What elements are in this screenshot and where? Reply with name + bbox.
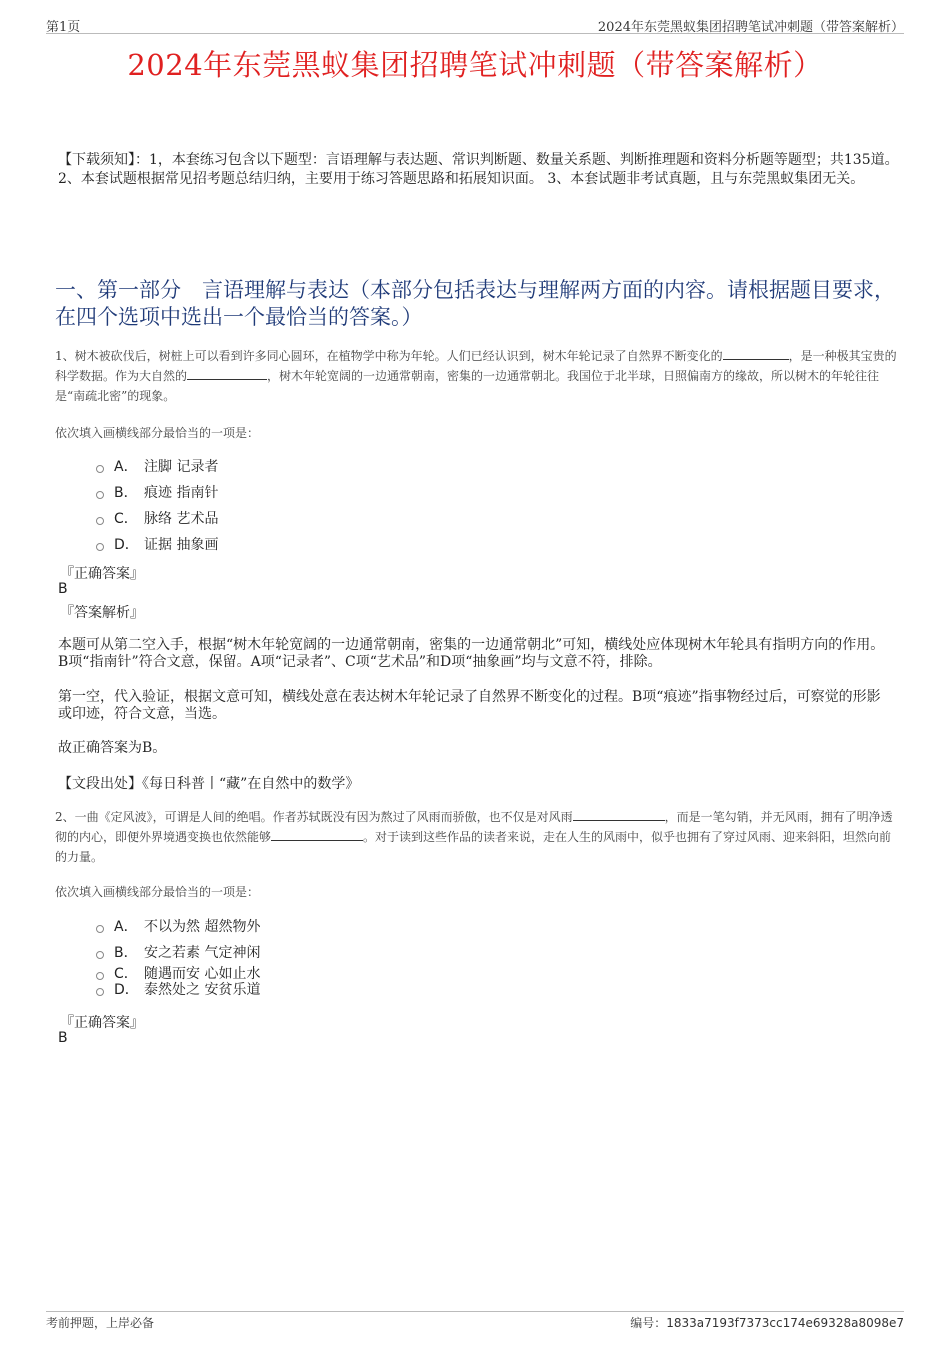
radio-icon[interactable] bbox=[96, 543, 104, 551]
q1-source: 【文段出处】《每日科普丨“藏”在自然中的数学》 bbox=[58, 776, 360, 792]
q2-answer: B bbox=[58, 1030, 68, 1046]
q1-answer: B bbox=[58, 581, 68, 597]
radio-icon[interactable] bbox=[96, 925, 104, 933]
q1-instruction: 依次填入画横线部分最恰当的一项是： bbox=[55, 426, 260, 440]
q1-text-c: ，树木年轮宽阔的一边通常朝南，密集的一边通常朝北。我国位于北半球，日照偏南方的缘故，所以树木的年轮往往是“南疏北密”的现象。 bbox=[55, 369, 880, 403]
section-title: 一、第一部分 言语理解与表达（本部分包括表达与理解两方面的内容。请根据题目要求，在四个选项中选出一个最恰当的答案。） bbox=[55, 278, 895, 329]
q1-option-b[interactable]: B． 痕迹 指南针 bbox=[96, 479, 218, 505]
q2-text-a: 2、一曲《定风波》，可谓是人间的绝唱。作者苏轼既没有因为熬过了风雨而骄傲，也不仅是对风雨 bbox=[55, 810, 573, 824]
q1-text-b: ，是一种极其宝贵的科学数据。作为大自然的 bbox=[55, 349, 897, 383]
q2-instruction: 依次填入画横线部分最恰当的一项是： bbox=[55, 885, 260, 899]
q1-option-c[interactable]: C． 脉络 艺术品 bbox=[96, 505, 218, 531]
download-notice: 【下载须知】：1，本套练习包含以下题型：言语理解与表达题、常识判断题、数量关系题、判断推理题和资料分析题等题型；共135道。 2、本套试题根据常见招考题总结归纳，主要用于练习答题思路和拓展知识面。 3、本套试题非考试真题，且与东莞黑蚁集团无关。 bbox=[58, 152, 899, 187]
header-divider bbox=[46, 33, 904, 34]
q1-analysis-3: 故正确答案为B。 bbox=[58, 740, 167, 756]
footer-code-label: 编号： bbox=[630, 1316, 667, 1330]
q2-option-a[interactable]: A． 不以为然 超然物外 bbox=[96, 913, 260, 939]
q2-answer-label: 『正确答案』 bbox=[60, 1015, 144, 1031]
footer-slogan: 考前押题，上岸必备 bbox=[46, 1316, 155, 1330]
q2-text-b: ，而是一笔勾销，并无风雨，拥有了明净透彻的内心，即便外界境遇变换也依然能够 bbox=[55, 810, 893, 844]
q1-option-d[interactable]: D． 证据 抽象画 bbox=[96, 531, 218, 557]
q2-option-c[interactable]: C． 随遇而安 心如止水 bbox=[96, 965, 260, 981]
radio-icon[interactable] bbox=[96, 491, 104, 499]
q1-blank-2 bbox=[187, 367, 267, 380]
q1-analysis-2: 第一空，代入验证，根据文意可知，横线处意在表达树木年轮记录了自然界不断变化的过程。B项“痕迹”指事物经过后，可察觉的形影或印迹，符合文意，当选。 bbox=[58, 689, 881, 722]
q2-options bbox=[96, 913, 260, 997]
q2-blank-1 bbox=[573, 808, 665, 821]
q1-blank-1 bbox=[723, 347, 789, 360]
footer-divider bbox=[46, 1311, 904, 1312]
radio-icon[interactable] bbox=[96, 988, 104, 996]
radio-icon[interactable] bbox=[96, 465, 104, 473]
q1-analysis-1: 本题可从第二空入手，根据“树木年轮宽阔的一边通常朝南，密集的一边通常朝北”可知，横线处应体现树木年轮具有指明方向的作用。B项“指南针”符合文意，保留。A项“记录者”、C项“艺术品”和D项“抽象画”均与文意不符，排除。 bbox=[58, 637, 885, 670]
q1-answer-label: 『正确答案』 bbox=[60, 566, 144, 582]
q1-option-a[interactable]: A． 注脚 记录者 bbox=[96, 453, 218, 479]
q2-option-b[interactable]: B． 安之若素 气定神闲 bbox=[96, 939, 260, 965]
page-number: 第1页 bbox=[46, 20, 81, 35]
radio-icon[interactable] bbox=[96, 951, 104, 959]
radio-icon[interactable] bbox=[96, 517, 104, 525]
q1-analysis-label: 『答案解析』 bbox=[60, 605, 144, 621]
q2-text-c: 。对于读到这些作品的读者来说，走在人生的风雨中，似乎也拥有了穿过风雨、迎来斜阳，坦然向前的力量。 bbox=[55, 830, 892, 864]
footer-code bbox=[630, 1314, 904, 1331]
q2-option-d[interactable]: D． 泰然处之 安贫乐道 bbox=[96, 981, 260, 997]
question-2-stem bbox=[55, 807, 900, 867]
question-1-stem bbox=[55, 346, 900, 406]
radio-icon[interactable] bbox=[96, 972, 104, 980]
q2-blank-2 bbox=[271, 828, 363, 841]
footer-code-value: 1833a7193f7373cc174e69328a8098e7 bbox=[666, 1316, 904, 1330]
q1-text-a: 1、树木被砍伐后，树桩上可以看到许多同心圆环，在植物学中称为年轮。人们已经认识到，树木年轮记录了自然界不断变化的 bbox=[55, 349, 723, 363]
header-doc-title: 2024年东莞黑蚁集团招聘笔试冲刺题（带答案解析） bbox=[597, 20, 904, 35]
q1-options bbox=[96, 453, 218, 557]
document-title: 2024年东莞黑蚁集团招聘笔试冲刺题（带答案解析） bbox=[127, 48, 823, 82]
